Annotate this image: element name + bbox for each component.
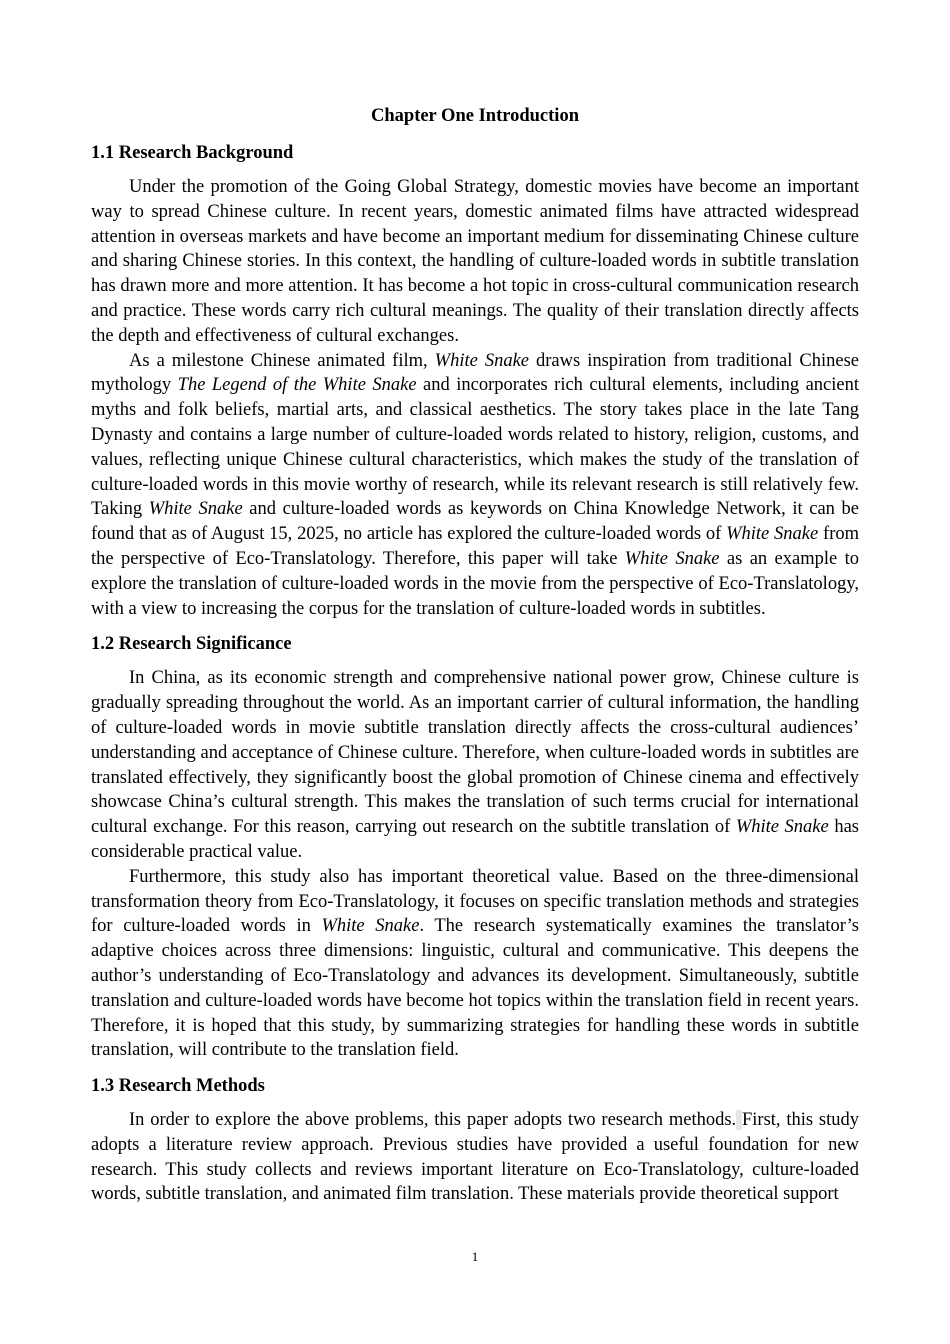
italic-title: White Snake: [624, 548, 720, 569]
body-paragraph: [91, 175, 859, 349]
italic-title: White Snake: [321, 916, 420, 937]
text-run: and incorporates rich cultural elements, including ancient myths and folk beliefs, martial arts, and classical aesthetics. The story takes place in the late Tang Dynasty and contains a large number of culture-loaded words related to history, religion, customs, and values, reflecting unique Chinese cultural characteristics, which makes the study of the translation of culture-loaded words in this movie worthy of research, while its relevant research is still relatively few. Taking: [91, 375, 859, 520]
page-number: 1: [471, 1249, 479, 1264]
section: [91, 141, 859, 621]
sections-container: [91, 141, 859, 1207]
italic-title: White Snake: [434, 350, 529, 371]
section-heading: 1.2 Research Significance: [91, 634, 292, 655]
body-paragraph: [91, 349, 859, 622]
text-run: . The research systematically examines the translator’s adaptive choices across three dimensions: linguistic, cultural and communicative. This deepens the author’s understanding of Eco-Translatology and advances its development. Simultaneously, subtitle translation and culture-loaded words have become hot topics within the translation field in recent years. Therefore, it is hoped that this study, by summarizing strategies for handling these words in subtitle translation, will contribute to the translation field.: [91, 916, 859, 1061]
italic-title: White Snake: [148, 499, 243, 520]
text-run: In order to explore the above problems, this paper adopts two research methods.: [129, 1110, 737, 1131]
body-paragraph: [91, 666, 859, 864]
italic-title: White Snake: [726, 524, 819, 545]
text-run: Under the promotion of the Going Global Strategy, domestic movies have become an important way to spread Chinese culture. In recent years, domestic animated films have attracted widespread attention in overseas markets and have become an important medium for disseminating Chinese culture and sharing Chinese stories. In this context, the handling of culture-loaded words in subtitle translation has drawn more and more attention. It has become a hot topic in cross-cultural communication research and practice. These words carry rich cultural meanings. The quality of their translation directly affects the depth and effectiveness of cultural exchanges.: [91, 177, 859, 346]
text-run: As a milestone Chinese animated film,: [129, 350, 435, 371]
text-run: In China, as its economic strength and comprehensive national power grow, Chinese culture is gradually spreading throughout the world. As an important carrier of cultural information, the handling of culture-loaded words in movie subtitle translation directly affects the cross-cultural audiences’ understanding and acceptance of Chinese culture. Therefore, when culture-loaded words in subtitles are translated effectively, they significantly boost the global promotion of Chinese cinema and effectively showcase China’s cultural strength. This makes the translation of such terms crucial for international cultural exchange. For this reason, carrying out research on the subtitle translation of: [91, 668, 859, 838]
section: [91, 632, 859, 1063]
text-run: draws inspiration from traditional Chinese mythology: [91, 350, 859, 396]
document-page: [91, 100, 859, 1218]
section-heading: 1.1 Research Background: [91, 143, 294, 163]
text-run: First, this study adopts a literature review approach. Previous studies have provided a useful foundation for new research. This study collects and reviews important literature on Eco-Translatology, culture-loaded words, subtitle translation, and animated film translation. These materials provide theoretical support: [91, 1110, 860, 1205]
body-paragraph: [91, 865, 859, 1063]
italic-title: White Snake: [735, 817, 829, 838]
text-run: has considerable practical value.: [91, 817, 859, 862]
text-run: Furthermore, this study also has important theoretical value. Based on the three-dimensional transformation theory from Eco-Translatology, it focuses on specific translation methods and strategies for culture-loaded words in: [91, 866, 859, 937]
section: [91, 1074, 859, 1207]
italic-title: The Legend of the White Snake: [177, 375, 417, 396]
section-heading: 1.3 Research Methods: [91, 1076, 265, 1097]
text-run: as an example to explore the translation of culture-loaded words in the movie from the perspective of Eco-Translatology, with a view to increasing the corpus for the translation of culture-loaded words in subtitles.: [91, 548, 859, 619]
body-paragraph: [91, 1108, 859, 1207]
text-run: and culture-loaded words as keywords on China Knowledge Network, it can be found that as of August 15, 2025, no article has explored the culture-loaded words of: [91, 499, 859, 545]
chapter-title: Chapter One Introduction: [371, 106, 579, 126]
text-run: from the perspective of Eco-Translatology. Therefore, this paper will take: [91, 524, 859, 569]
